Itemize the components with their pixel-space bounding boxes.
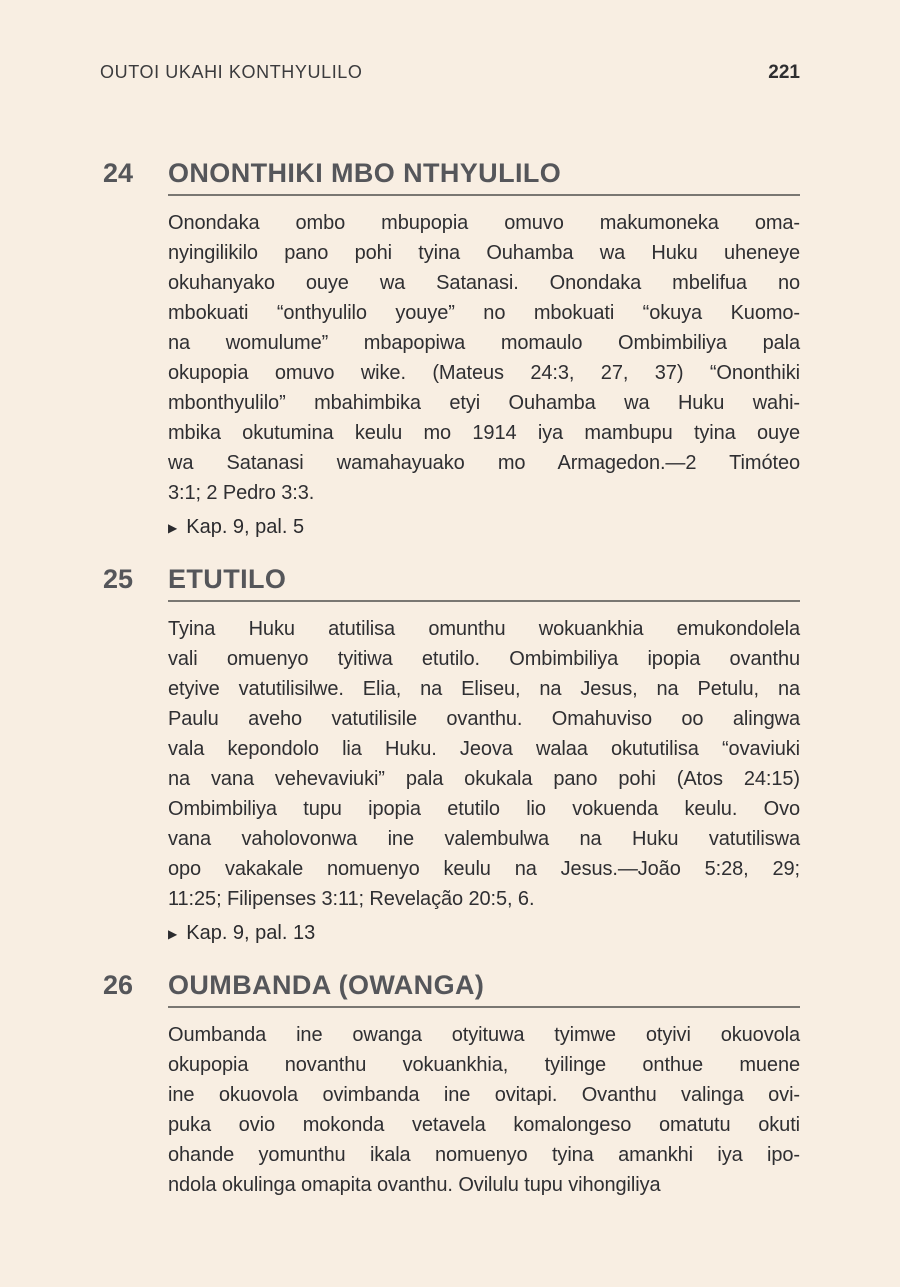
paragraph-line: okupopia novanthu vokuankhia, tyilinge onthue muene xyxy=(168,1054,800,1076)
paragraph-line: Paulu aveho vatutilisile ovanthu. Omahuviso oo alingwa xyxy=(168,708,800,730)
running-header xyxy=(100,62,800,84)
cross-reference-label: Kap. 9, pal. 5 xyxy=(186,516,305,538)
glossary-section xyxy=(100,564,800,948)
section-title-rule xyxy=(168,970,800,1008)
paragraph-line: Ombimbiliya tupu ipopia etutilo lio vokuenda keulu. Ovo xyxy=(168,798,800,820)
section-title: ONONTHIKI MBO NTHYULILO xyxy=(168,158,562,188)
paragraph-line: na vana vehevaviuki” pala okukala pano pohi (Atos 24:15) xyxy=(168,768,800,790)
paragraph-line: nyingilikilo pano pohi tyina Ouhamba wa Huku uheneye xyxy=(168,242,800,264)
paragraph-line: mbika okutumina keulu mo 1914 iya mambupu tyina ouye xyxy=(168,422,800,444)
paragraph-line: vala kepondolo lia Huku. Jeova walaa okututilisa “ovaviuki xyxy=(168,738,800,760)
paragraph-line: na womulume” mbapopiwa momaulo Ombimbiliya pala xyxy=(168,332,800,354)
section-paragraph xyxy=(168,614,800,914)
paragraph-line: 3:1; 2 Pedro 3:3. xyxy=(168,482,315,504)
paragraph-line: opo vakakale nomuenyo keulu na Jesus.—João 5:28, 29; xyxy=(168,858,800,880)
section-paragraph xyxy=(168,1020,800,1200)
glossary-section xyxy=(100,970,800,1200)
paragraph-line: Onondaka ombo mbupopia omuvo makumoneka oma- xyxy=(168,212,800,234)
sections-container xyxy=(100,158,800,1200)
section-heading-row xyxy=(100,970,800,1008)
paragraph-line: 11:25; Filipenses 3:11; Revelação 20:5, 6. xyxy=(168,888,535,910)
section-number: 25 xyxy=(103,564,134,594)
section-title-rule xyxy=(168,158,800,196)
section-number: 24 xyxy=(103,158,134,188)
section-title-rule xyxy=(168,564,800,602)
paragraph-line: Tyina Huku atutilisa omunthu wokuankhia emukondolela xyxy=(168,618,800,640)
paragraph-line: puka ovio mokonda vetavela komalongeso omatutu okuti xyxy=(168,1114,800,1136)
paragraph-line: mbonthyulilo” mbahimbika etyi Ouhamba wa Huku wahi- xyxy=(168,392,800,414)
paragraph-line: wa Satanasi wamahayuako mo Armagedon.—2 Timóteo xyxy=(168,452,800,474)
section-title: ETUTILO xyxy=(168,564,287,594)
paragraph-line: etyive vatutilisilwe. Elia, na Eliseu, na Jesus, na Petulu, na xyxy=(168,678,800,700)
paragraph-line: ohande yomunthu ikala nomuenyo tyina amankhi iya ipo- xyxy=(168,1144,800,1166)
cross-reference-label: Kap. 9, pal. 13 xyxy=(186,922,316,944)
section-number: 26 xyxy=(103,970,134,1000)
paragraph-line: ine okuovola ovimbanda ine ovitapi. Ovanthu valinga ovi- xyxy=(168,1084,800,1106)
paragraph-line: mbokuati “onthyulilo youye” no mbokuati “okuya Kuomo- xyxy=(168,302,800,324)
section-paragraph xyxy=(168,208,800,508)
paragraph-line: ndola okulinga omapita ovanthu. Ovilulu tupu vihongiliya xyxy=(168,1174,661,1196)
running-header-title: OUTOI UKAHI KONTHYULILO xyxy=(100,62,363,82)
paragraph-line: okupopia omuvo wike. (Mateus 24:3, 27, 37) “Ononthiki xyxy=(168,362,800,384)
paragraph-line: okuhanyako ouye wa Satanasi. Onondaka mbelifua no xyxy=(168,272,800,294)
triangle-right-icon: ▶ xyxy=(168,521,178,535)
paragraph-line: Oumbanda ine owanga otyituwa tyimwe otyivi okuovola xyxy=(168,1024,800,1046)
section-cross-reference[interactable] xyxy=(168,918,800,948)
triangle-right-icon: ▶ xyxy=(168,927,178,941)
paragraph-line: vali omuenyo tyitiwa etutilo. Ombimbiliya ipopia ovanthu xyxy=(168,648,800,670)
section-title: OUMBANDA (OWANGA) xyxy=(168,970,485,1000)
glossary-section xyxy=(100,158,800,542)
section-heading-row xyxy=(100,158,800,196)
paragraph-line: vana vaholovonwa ine valembulwa na Huku vatutiliswa xyxy=(168,828,800,850)
section-heading-row xyxy=(100,564,800,602)
page-number: 221 xyxy=(768,62,800,83)
section-cross-reference[interactable] xyxy=(168,512,800,542)
